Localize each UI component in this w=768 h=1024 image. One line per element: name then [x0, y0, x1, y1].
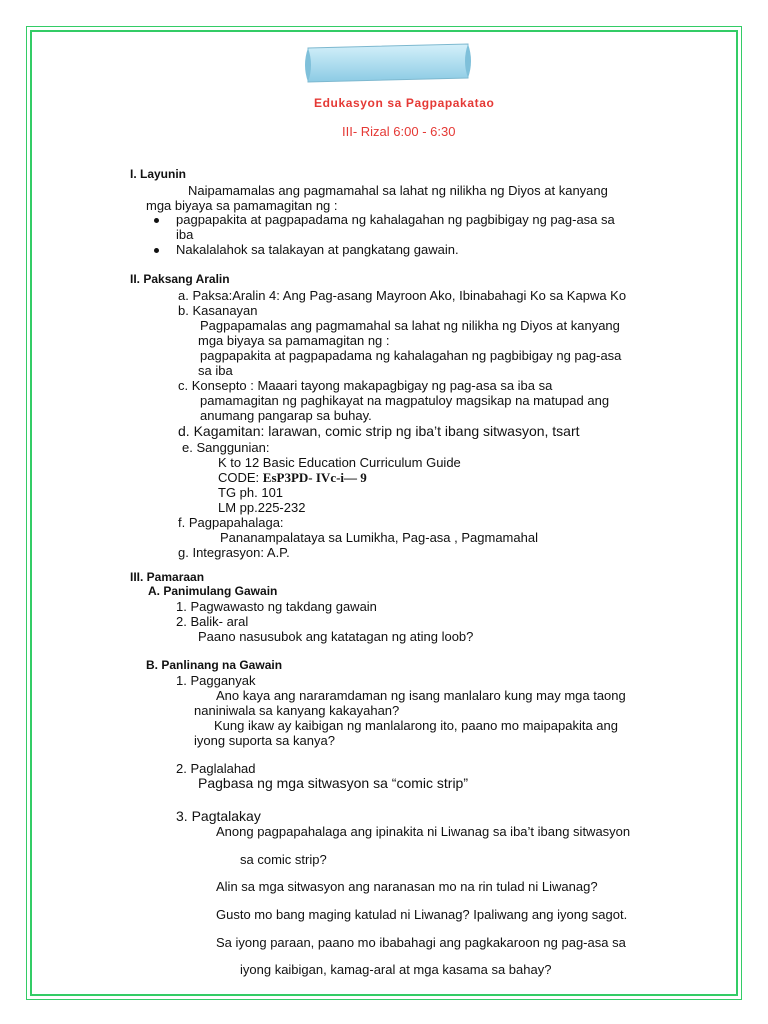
pamaraan-a-1: 1. Pagwawasto ng takdang gawain — [176, 599, 377, 614]
paksang-e-line-4: LM pp.225-232 — [218, 500, 306, 515]
layunin-bullet-1-cont: iba — [176, 227, 194, 242]
curriculum-code: EsP3PD- IVc-i— 9 — [262, 470, 367, 485]
paksang-c-line-3: anumang pangarap sa buhay. — [200, 408, 372, 423]
pagtalakay-question-4: Sa iyong paraan, paano mo ibabahagi ang pagkakaroon ng pag-asa sa — [216, 935, 626, 950]
paksang-e: e. Sanggunian: — [182, 440, 270, 455]
layunin-intro-2: mga biyaya sa pamamagitan ng : — [146, 198, 338, 213]
paksang-g: g. Integrasyon: A.P. — [178, 545, 290, 560]
pagtalakay-question-1-cont: sa comic strip? — [240, 852, 327, 867]
paglalahad-line-1: Pagbasa ng mga sitwasyon sa “comic strip” — [198, 775, 468, 791]
paksang-c-line-2: pamamagitan ng paghikayat na magpatuloy magsikap na matupad ang — [200, 393, 610, 408]
paksang-b: b. Kasanayan — [178, 303, 258, 318]
pamaraan-b-heading: B. Panlinang na Gawain — [146, 658, 283, 672]
paksang-f: f. Pagpapahalaga: — [178, 515, 284, 530]
pagganyak-line-1: Ano kaya ang nararamdaman ng isang manlalaro kung may mga taong — [216, 688, 626, 703]
pagganyak-line-4: iyong suporta sa kanya? — [194, 733, 335, 748]
code-label: CODE: — [218, 470, 263, 485]
paksang-b-line-1: Pagpapamalas ang pagmamahal sa lahat ng nilikha ng Diyos at kanyang — [200, 318, 620, 333]
section-layunin-heading: I. Layunin — [130, 167, 187, 181]
pamaraan-b-1: 1. Pagganyak — [176, 673, 256, 688]
pamaraan-b-2: 2. Paglalahad — [176, 761, 256, 776]
pagganyak-line-2: naniniwala sa kanyang kakayahan? — [194, 703, 400, 718]
pamaraan-a-2-question: Paano nasusubok ang katatagan ng ating loob? — [198, 629, 474, 644]
layunin-intro-1: Naipamamalas ang pagmamahal sa lahat ng nilikha ng Diyos at kanyang — [188, 183, 608, 198]
paksang-b-line-3: pagpapakita at pagpapadama ng kahalagahan ng pagbibigay ng pag-asa — [200, 348, 622, 363]
pagtalakay-question-1: Anong pagpapahalaga ang ipinakita ni Liwanag sa iba’t ibang sitwasyon — [216, 824, 631, 839]
paksang-b-line-2: mga biyaya sa pamamagitan ng : — [198, 333, 390, 348]
bullet-icon — [154, 248, 159, 253]
section-paksang-heading: II. Paksang Aralin — [130, 272, 230, 286]
paksang-e-line-3: TG ph. 101 — [218, 485, 284, 500]
section-pamaraan-heading: III. Pamaraan — [130, 570, 205, 584]
paksang-c-line-1: c. Konsepto : Maaari tayong makapagbigay ng pag-asa sa iba sa — [178, 378, 553, 393]
document-title: Edukasyon sa Pagpapakatao — [314, 96, 495, 110]
paksang-b-line-4: sa iba — [198, 363, 233, 378]
pamaraan-b-3: 3. Pagtalakay — [176, 808, 261, 824]
layunin-bullet-2: Nakalalahok sa talakayan at pangkatang gawain. — [176, 242, 459, 257]
pagganyak-line-3: Kung ikaw ay kaibigan ng manlalarong ito, paano mo maipapakita ang — [214, 718, 618, 733]
layunin-bullet-1: pagpapakita at pagpapadama ng kahalagahan ng pagbibigay ng pag-asa sa — [176, 212, 615, 227]
scroll-banner-icon — [302, 40, 474, 84]
pamaraan-a-2: 2. Balik- aral — [176, 614, 249, 629]
pamaraan-a-heading: A. Panimulang Gawain — [148, 584, 278, 598]
bullet-icon — [154, 218, 159, 223]
class-schedule: III- Rizal 6:00 - 6:30 — [342, 124, 456, 139]
paksang-e-line-1: K to 12 Basic Education Curriculum Guide — [218, 455, 461, 470]
paksang-d: d. Kagamitan: larawan, comic strip ng iba’t ibang sitwasyon, tsart — [178, 423, 580, 439]
pagtalakay-question-4-cont: iyong kaibigan, kamag-aral at mga kasama sa bahay? — [240, 962, 552, 977]
paksang-a: a. Paksa:Aralin 4: Ang Pag-asang Mayroon Ako, Ibinabahagi Ko sa Kapwa Ko — [178, 288, 627, 303]
pagtalakay-question-3: Gusto mo bang maging katulad ni Liwanag? Ipaliwang ang iyong sagot. — [216, 907, 628, 922]
pagtalakay-question-2: Alin sa mga sitwasyon ang naranasan mo na rin tulad ni Liwanag? — [216, 879, 598, 894]
paksang-e-line-2 — [218, 470, 367, 485]
paksang-f-line-1: Pananampalataya sa Lumikha, Pag-asa , Pagmamahal — [220, 530, 538, 545]
